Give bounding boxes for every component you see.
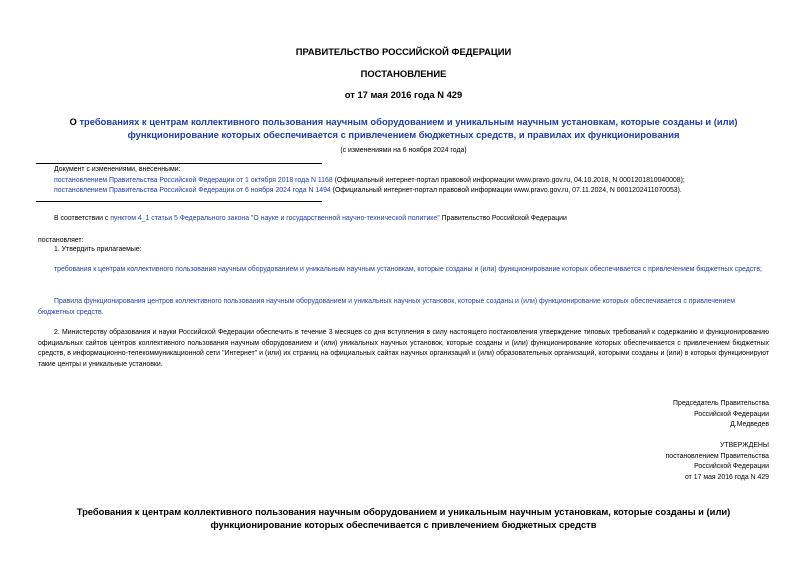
- section-title: Требования к центрам коллективного пользования научным оборудованием и уникальным научным установкам, которые созданы и (или) функционирование которых обеспечивается с привлечением бюджетных средств: [76, 506, 731, 530]
- signature-block: [500, 399, 769, 431]
- amendment-item: [54, 176, 794, 187]
- requirements-link[interactable]: требования к центрам коллективного пользования научным оборудованием и уникальным научным установкам, которые созданы и (или) функционирование которых обеспечивается с привлечением бюджетных средств;: [54, 266, 762, 273]
- approval-block: [500, 441, 769, 483]
- amendment-item: [54, 186, 794, 197]
- item-2: 2. Министерству образования и науки Российской Федерации обеспечить в течение 3 месяцев со дня вступления в силу настоящего постановления утверждение типовых требований к содержанию и функционированию официальных сайтов центров коллективного пользования научным оборудованием и (или) уникальных научных установок, которые созданы и (или) функционирование которых обеспечивается с привлечением бюджетных средств, в информационно-телекоммуникационной сети "Интернет" и (или) их страниц на официальных сайтах научных организаций и (или) образовательных организаций, которыми созданы и (или) в которых функционируют такие центры и уникальные установки.: [38, 329, 769, 368]
- date-number-heading: от 17 мая 2016 года N 429: [344, 89, 463, 100]
- amendments-intro: Документ с изменениями, внесенными:: [54, 166, 181, 173]
- rules-link[interactable]: Правила функционирования центров коллективного пользования научным оборудованием и уникальных научных установок, которые созданы и (или) функционирование которых обеспечивается с привлечением бюджетных средств.: [38, 298, 735, 316]
- amendment-link-2018[interactable]: постановлением Правительства Российской Федерации от 1 октября 2018 года N 1168: [54, 176, 333, 184]
- title-prefix: О: [69, 116, 80, 127]
- amendments-top-divider: [36, 163, 322, 164]
- preamble-after: Правительство Российской Федерации: [439, 215, 567, 222]
- amendment-source-2024: (Официальный интернет-портал правовой информации www.pravo.gov.ru, 07.11.2024, N 0001202411070053).: [330, 187, 682, 194]
- preamble: [54, 214, 794, 225]
- approval-date: от 17 мая 2016 года N 429: [685, 473, 769, 481]
- decrees-word: постановляет:: [38, 237, 84, 244]
- item-1: 1. Утвердить прилагаемые:: [54, 246, 142, 253]
- signature-position: Председатель Правительства: [673, 400, 769, 407]
- signature-name: Д.Медведев: [730, 421, 769, 428]
- federal-law-link[interactable]: пунктом 4_1 статьи 5 Федерального закона "О науке и государственной научно-технической политике": [110, 215, 440, 222]
- approval-heading: УТВЕРЖДЕНЫ: [720, 442, 769, 449]
- document-type-heading: ПОСТАНОВЛЕНИЕ: [360, 68, 447, 79]
- amendment-link-2024[interactable]: постановлением Правительства Российской Федерации от 6 ноября 2024 года N 1494: [54, 187, 331, 194]
- preamble-before: В соответствии с: [54, 215, 111, 222]
- revision-note: (с изменениями на 6 ноября 2024 года): [340, 147, 467, 154]
- approval-country: Российской Федерации: [694, 463, 769, 470]
- signature-country: Российской Федерации: [694, 410, 769, 418]
- government-heading: ПРАВИТЕЛЬСТВО РОССИЙСКОЙ ФЕДЕРАЦИИ: [295, 46, 512, 57]
- document-title: [30, 115, 777, 141]
- amendments-bottom-divider: [36, 201, 322, 202]
- amendment-source-2018: (Официальный интернет-портал правовой информации www.pravo.gov.ru, 04.10.2018, N 0001201810040008);: [332, 176, 685, 184]
- approval-by: постановлением Правительства: [665, 452, 769, 460]
- amendments-block: [54, 165, 794, 197]
- title-link[interactable]: требованиях к центрам коллективного пользования научным оборудованием и уникальным научным установкам, которые созданы и (или) функционирование которых обеспечивается с привлечением бюджетных средств, и правилах их функционирования: [79, 116, 738, 140]
